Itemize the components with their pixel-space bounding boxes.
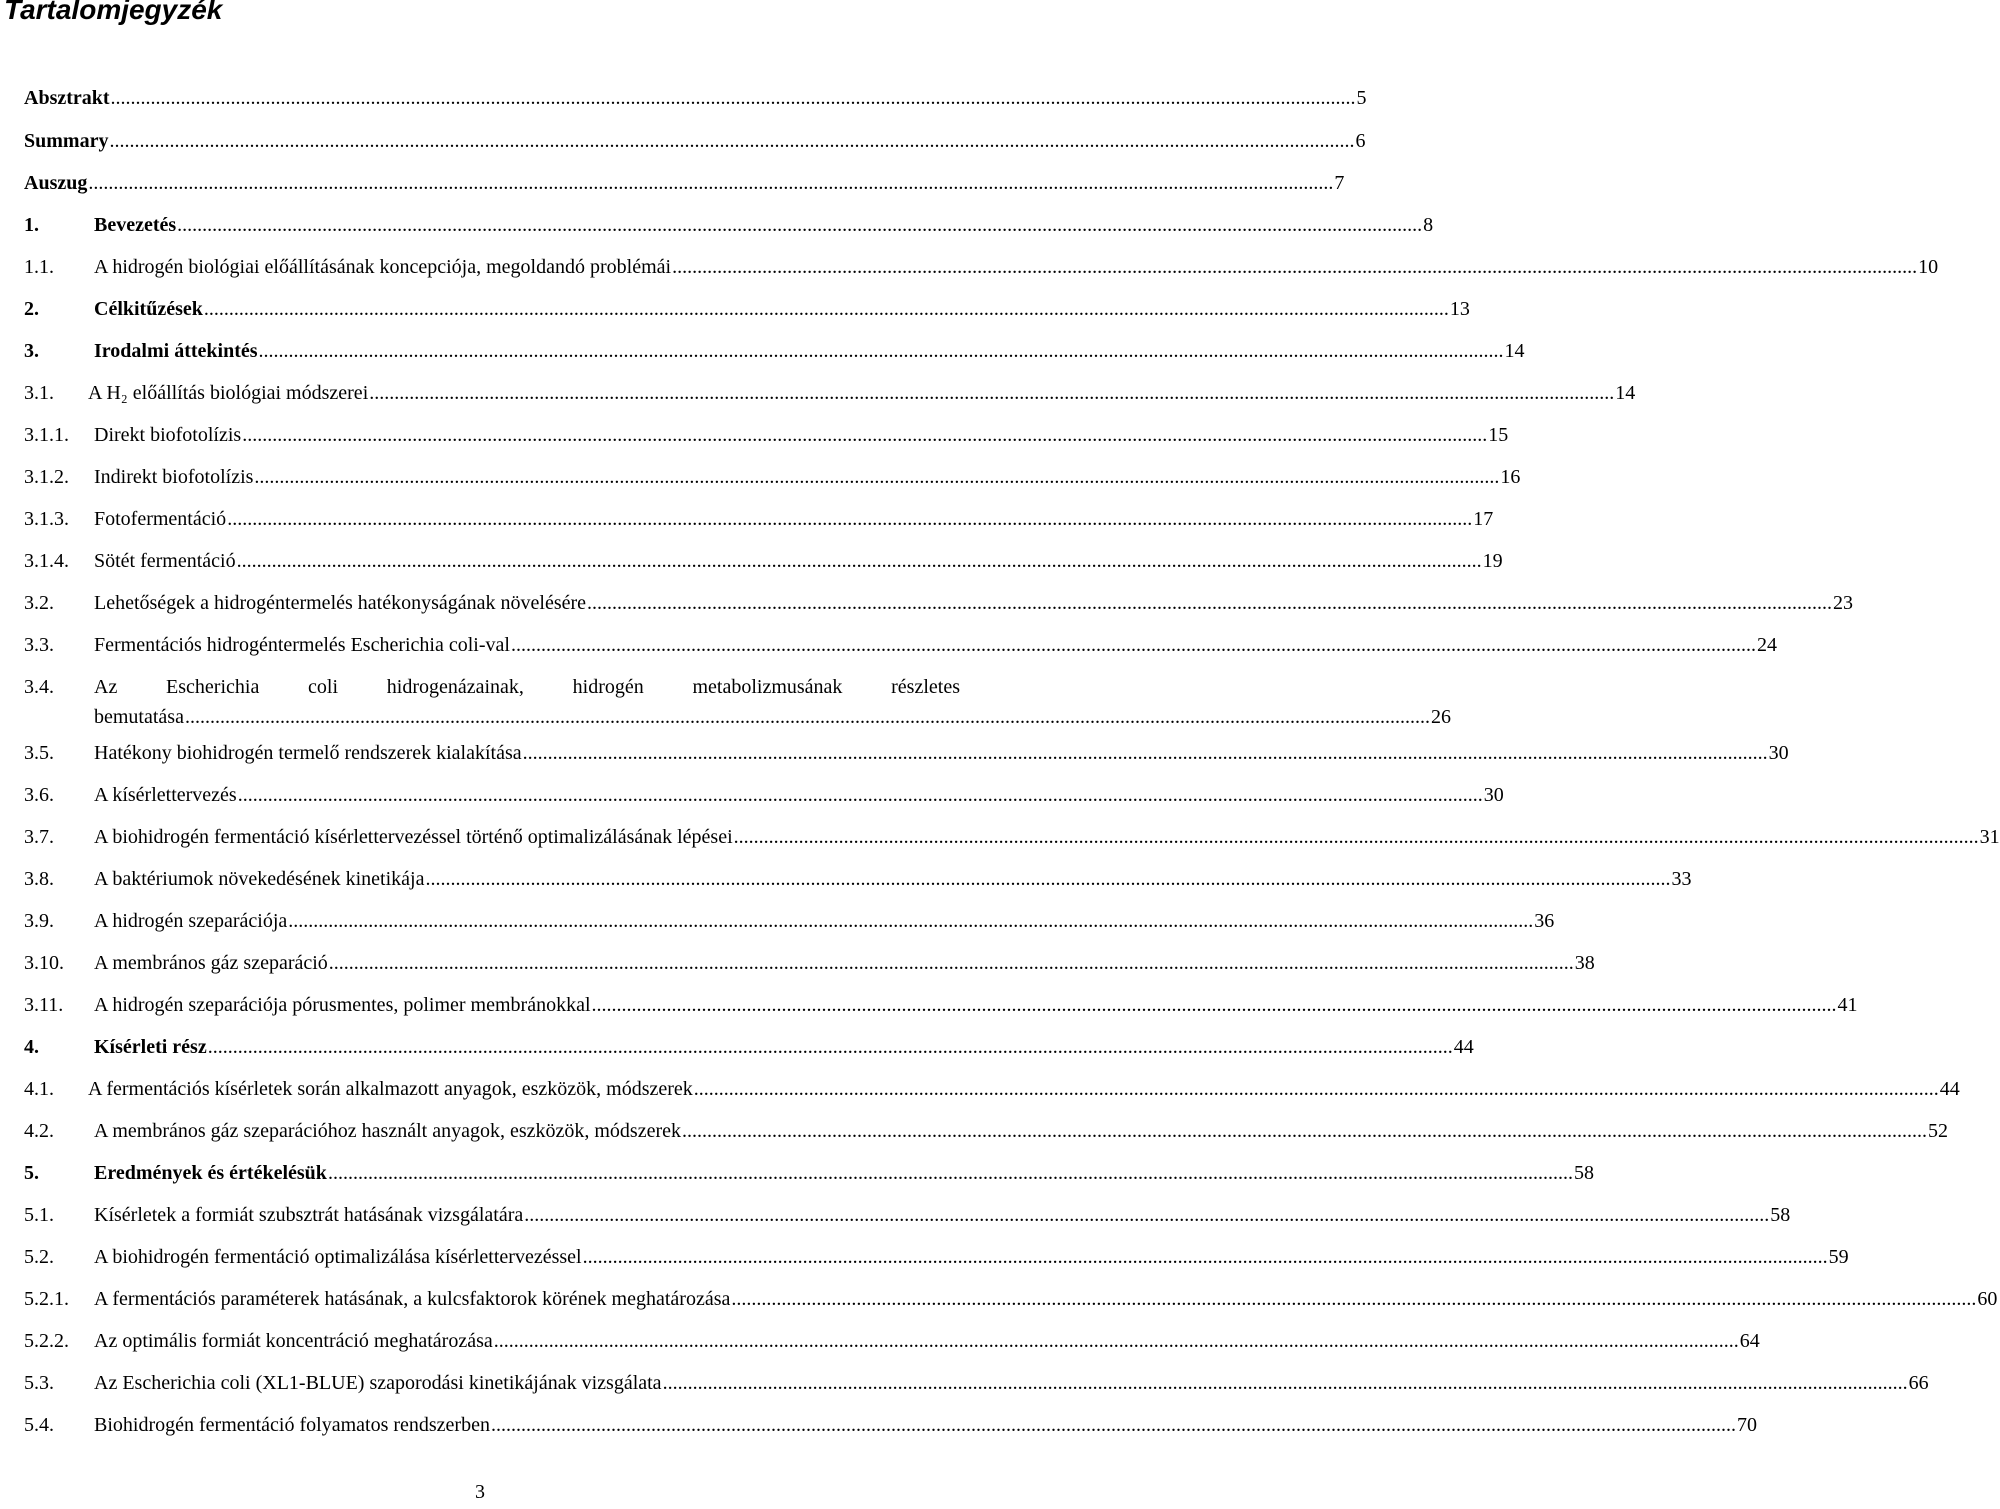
toc-entry-page: 36 [1534,910,1555,932]
toc-entry-number: 3.1.2. [24,466,69,488]
toc-entry[interactable] [24,906,1555,936]
toc-entry[interactable] [24,336,1525,366]
toc-entry-title: Irodalmi áttekintés [94,340,258,362]
toc-entry-number: 4. [24,1036,39,1058]
toc-entry-page: 14 [1615,382,1636,404]
toc-entry-page: 66 [1908,1372,1929,1394]
toc-entry-page: 10 [1918,256,1939,278]
toc-entry[interactable] [24,1284,1998,1314]
toc-entry-leader [111,83,1356,113]
toc-entry-title: Fermentációs hidrogéntermelés Escherichia coli-val [94,634,510,656]
toc-entry-leader [511,630,1756,660]
toc-entry-page: 58 [1573,1162,1594,1184]
toc-entry-number: 5.3. [24,1372,54,1394]
toc-entry[interactable] [24,630,1777,660]
toc-entry-leader [494,1326,1739,1356]
toc-entry-leader [237,546,1482,576]
toc-entry[interactable] [24,294,1470,324]
toc-entry-number: 3.7. [24,826,54,848]
toc-entry-title: A H₂ előállítás biológiai módszerei [88,382,369,404]
toc-entry[interactable] [24,588,1854,618]
toc-entry-leader [328,1158,1573,1188]
toc-entry-number: 3.6. [24,784,54,806]
toc-entry-number: 1. [24,214,39,236]
toc-entry-number: 3.1.1. [24,424,69,446]
toc-entry-number: 3.1. [24,382,54,404]
toc-entry-leader [523,738,1768,768]
toc-entry-title: Célkitűzések [94,298,203,320]
toc-entry-title: A hidrogén szeparációja [94,910,288,932]
toc-entry[interactable] [24,168,1345,198]
toc-entry-title: Biohidrogén fermentáció folyamatos rendszerben [94,1414,490,1436]
toc-entry-number: 1.1. [24,256,54,278]
toc-entry-leader [369,378,1614,408]
toc-entry-title: A fermentációs kísérletek során alkalmazott anyagok, eszközök, módszerek [88,1078,693,1100]
toc-entry[interactable] [24,1116,1948,1146]
toc-entry[interactable] [24,990,1858,1020]
toc-entry[interactable] [24,672,960,702]
toc-entry-leader [238,780,1483,810]
toc-entry-title: Az Escherichia coli hidrogenázainak, hidrogén metabolizmusának részletes [94,676,960,698]
toc-entry-leader [524,1200,1769,1230]
toc-entry-title: Az Escherichia coli (XL1-BLUE) szaporodási kinetikájának vizsgálata [94,1372,662,1394]
toc-entry-title: Bevezetés [94,214,177,236]
toc-entry-number: 5.1. [24,1204,54,1226]
toc-entry-leader [288,906,1533,936]
toc-entry[interactable] [24,126,1366,156]
toc-entry-leader [242,420,1487,450]
toc-entry-page: 44 [1453,1036,1474,1058]
toc-entry-page: 17 [1473,508,1494,530]
toc-entry[interactable] [24,252,1939,282]
toc-entry-number: 5.2.1. [24,1288,69,1310]
toc-entry-number: 5. [24,1162,39,1184]
toc-entry-leader [254,462,1499,492]
toc-entry-number: 3.3. [24,634,54,656]
page-title: Tartalomjegyzék [4,0,223,25]
toc-entry-title: A baktériumok növekedésének kinetikája [94,868,425,890]
toc-entry[interactable] [24,1158,1594,1188]
toc-entry-leader [491,1410,1736,1440]
toc-entry-number: 4.1. [24,1078,54,1100]
toc-entry-page: 59 [1828,1246,1849,1268]
toc-entry-leader [583,1242,1828,1272]
toc-entry-leader [425,864,1670,894]
toc-entry-leader [109,126,1354,156]
toc-entry-leader [88,168,1333,198]
toc-entry-number: 3. [24,340,39,362]
toc-entry-title: A hidrogén szeparációja pórusmentes, polimer membránokkal [94,994,591,1016]
toc-entry-number: 5.2.2. [24,1330,69,1352]
page-number: 3 [475,1481,485,1503]
toc-entry[interactable] [24,546,1503,576]
toc-entry[interactable] [24,420,1509,450]
toc-entry-page: 19 [1482,550,1503,572]
toc-entry-leader [734,822,1979,852]
toc-entry-page: 26 [1430,706,1451,728]
toc-entry-title: Lehetőségek a hidrogéntermelés hatékonyságának növelésére [94,592,587,614]
toc-entry[interactable] [24,864,1692,894]
toc-entry-leader [672,252,1917,282]
toc-entry-page: 8 [1423,214,1434,236]
toc-entry-leader [204,294,1449,324]
toc-entry-page: 41 [1837,994,1858,1016]
toc-entry[interactable] [24,462,1521,492]
toc-entry-page: 16 [1500,466,1521,488]
toc-entry-title: Summary [24,130,109,152]
toc-entry-title: A biohidrogén fermentáció optimalizálása kísérlettervezéssel [94,1246,582,1268]
toc-entry-page: 33 [1671,868,1692,890]
toc-entry[interactable] [24,1326,1760,1356]
toc-entry[interactable] [24,1200,1791,1230]
toc-entry-number: 3.10. [24,952,64,974]
toc-entry-number: 3.5. [24,742,54,764]
toc-entry-page: 58 [1770,1204,1791,1226]
toc-entry-title: Az optimális formiát koncentráció meghatározása [94,1330,493,1352]
toc-entry-page: 15 [1488,424,1509,446]
toc-entry-title: Sötét fermentáció [94,550,236,572]
toc-entry-leader [329,948,1574,978]
toc-entry-page: 14 [1504,340,1525,362]
toc-entry-page: 52 [1928,1120,1948,1142]
toc-entry-number: 2. [24,298,39,320]
toc-entry[interactable] [24,822,2000,852]
toc-entry[interactable] [24,504,1494,534]
toc-entry-number: 3.2. [24,592,54,614]
toc-entry-page: 6 [1355,130,1366,152]
toc-entry[interactable] [24,83,1367,113]
toc-entry-title: Fotofermentáció [94,508,227,530]
toc-entry-page: 64 [1739,1330,1760,1352]
toc-entry-page: 60 [1977,1288,1998,1310]
toc-entry-page: 5 [1356,87,1367,109]
toc-entry[interactable] [24,1074,1960,1104]
toc-entry-page: 7 [1334,172,1345,194]
toc-entry-title: A hidrogén biológiai előállításának koncepciója, megoldandó problémái [94,256,672,278]
toc-entry-page: 23 [1833,592,1854,614]
toc-entry-continuation[interactable] [24,702,1451,732]
toc-entry-leader [259,336,1504,366]
toc-entry-title-continued: bemutatása [94,706,184,728]
toc-entry-title: Auszug [24,172,88,194]
toc-entry[interactable] [24,378,1636,408]
toc-entry-number: 5.2. [24,1246,54,1268]
toc-entry[interactable] [24,1368,1929,1398]
toc-entry-title: Absztrakt [24,87,110,109]
toc-entry-number: 3.8. [24,868,54,890]
toc-entry-number: 3.1.4. [24,550,69,572]
toc-entry-leader [663,1368,1908,1398]
toc-entry-title: A kísérlettervezés [94,784,237,806]
toc-entry-page: 44 [1939,1078,1960,1100]
toc-entry[interactable] [24,1410,1757,1440]
toc-entry[interactable] [24,1242,1849,1272]
toc-entry-leader [592,990,1837,1020]
toc-entry[interactable] [24,1032,1474,1062]
toc-entry-title: Direkt biofotolízis [94,424,242,446]
toc-entry-title: A membrános gáz szeparáció [94,952,328,974]
toc-entry-number: 5.4. [24,1414,54,1436]
toc-entry-title: Kísérletek a formiát szubsztrát hatásának vizsgálatára [94,1204,524,1226]
toc-entry-number: 3.9. [24,910,54,932]
toc-entry[interactable] [24,210,1434,240]
toc-entry-page: 13 [1449,298,1470,320]
toc-entry-number: 3.11. [24,994,64,1016]
toc-entry-title: Indirekt biofotolízis [94,466,254,488]
toc-entry-page: 24 [1756,634,1777,656]
toc-entry-page: 30 [1768,742,1789,764]
toc-entry-leader [587,588,1832,618]
toc-entry-title: A biohidrogén fermentáció kísérlettervezéssel történő optimalizálásának lépései [94,826,733,848]
toc-entry-title: A fermentációs paraméterek hatásának, a kulcsfaktorok körének meghatározása [94,1288,731,1310]
toc-entry-page: 38 [1574,952,1595,974]
toc-entry-title: A membrános gáz szeparációhoz használt anyagok, eszközök, módszerek [94,1120,681,1142]
toc-entry[interactable] [24,780,1504,810]
toc-entry-page: 31 [1979,826,2000,848]
toc-entry-title: Eredmények és értékelésük [94,1162,327,1184]
toc-entry-leader [682,1116,1927,1146]
toc-entry-leader [694,1074,1939,1104]
toc-entry-leader [731,1284,1976,1314]
toc-entry-title: Hatékony biohidrogén termelő rendszerek kialakítása [94,742,522,764]
toc-entry-leader [208,1032,1453,1062]
toc-entry-number: 3.4. [24,676,54,698]
toc-entry-page: 70 [1736,1414,1757,1436]
toc-entry-number: 4.2. [24,1120,54,1142]
toc-entry-leader [227,504,1472,534]
toc-entry-leader [185,702,1430,732]
toc-entry[interactable] [24,738,1789,768]
toc-entry-title: Kísérleti rész [94,1036,207,1058]
toc-entry-page: 30 [1483,784,1504,806]
toc-entry[interactable] [24,948,1595,978]
toc-entry-leader [177,210,1422,240]
toc-entry-number: 3.1.3. [24,508,69,530]
